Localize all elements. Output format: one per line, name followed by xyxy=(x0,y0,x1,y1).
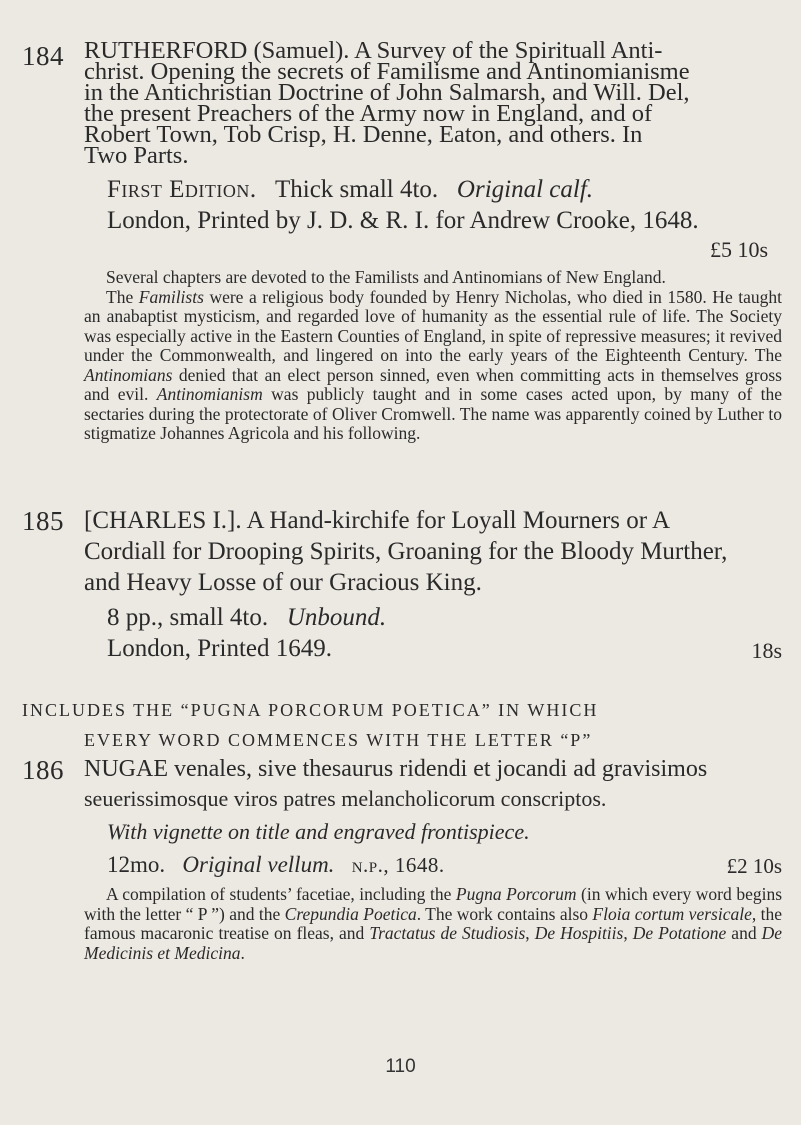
lot-entry-186 xyxy=(22,754,782,963)
page-number: 110 xyxy=(385,1056,416,1077)
italic-term: Floia cortum versicale xyxy=(592,903,752,924)
lot-entry-185 xyxy=(22,505,782,664)
edition: First Edition. xyxy=(107,176,257,203)
format: 8 pp., small 4to. xyxy=(107,604,269,631)
title-line: christ. Opening the secrets of Familisme and Antinomianisme xyxy=(84,58,690,85)
binding: Original vellum. xyxy=(182,852,335,877)
italic-term: De Potatione xyxy=(632,923,727,943)
note-paragraph: A compilation of students’ facetiae, including the Pugna Porcorum (in which every word begins with the letter “ P ”) and the Crepundia Poetica. The work contains also Floia cortum versicale, the famous macaronic treatise on fleas, and Tractatus de Studiosis, De Hospitiis, De Potatione and De Medicinis et Medicina. xyxy=(84,884,783,963)
italic-term: De Hospitiis xyxy=(534,923,624,943)
italic-term: Antinomians xyxy=(84,364,173,385)
title-line: Cordiall for Drooping Spirits, Groaning for the Bloody Murther, xyxy=(84,538,728,565)
price: £5 10s xyxy=(709,237,768,262)
imprint: London, Printed by J. D. & R. I. for Andrew Crooke, 1648. xyxy=(107,207,699,234)
binding: Unbound. xyxy=(286,604,387,631)
note-text: denied that an elect person sinned, even when committing acts in themselves gross and evil. xyxy=(84,364,782,404)
place-date: n.p., 1648. xyxy=(351,853,445,877)
title-line: seuerissimosque viros patres melancholicorum conscriptos. xyxy=(84,786,607,811)
lot-number: 185 xyxy=(22,506,64,536)
imprint-row xyxy=(107,633,782,664)
format: 12mo. xyxy=(107,852,166,877)
vignette: With vignette on title and engraved frontispiece. xyxy=(107,819,530,844)
lot-number: 184 xyxy=(22,41,64,71)
lot-number: 186 xyxy=(22,755,64,785)
title-line: NUGAE venales, sive thesaurus ridendi et jocandi ad gravisimos xyxy=(84,756,708,782)
lot-title xyxy=(84,505,782,598)
note-text: were a religious body founded by Henry Nicholas, who died in 1580. He taught an anabaptist mysticism, and regarded love of humanity as the essential rule of life. The Society was especially active in the Eastern Counties of England, in spite of repressive measures; it revived under the Commonwealth, and lingered on into the early years of the Eighteenth Century. The xyxy=(84,286,782,365)
lot-title xyxy=(84,754,782,814)
lot-entry-184 xyxy=(22,37,782,444)
lot-description xyxy=(107,849,782,881)
imprint: London, Printed 1649. xyxy=(107,635,332,662)
title-line: Two Parts. xyxy=(84,142,189,169)
note-paragraph: Several chapters are devoted to the Familists and Antinomians of New England. xyxy=(106,267,666,287)
title-line: Robert Town, Tob Crisp, H. Denne, Eaton, and others. In xyxy=(84,121,643,148)
banner-line: INCLUDES THE “PUGNA PORCORUM POETICA” IN WHICH xyxy=(22,700,599,720)
italic-term: Familists xyxy=(138,286,204,307)
note-text: was publicly taught and in some cases acted upon, by many of the sectaries during the protectorate of Oliver Cromwell. The name was apparently coined by Luther to stigmatize Johannes Agricola and his following. xyxy=(84,384,782,443)
vignette-note xyxy=(107,816,782,847)
italic-term: Antinomianism xyxy=(156,384,263,404)
title-line: the present Preachers of the Army now in England, and of xyxy=(84,100,653,127)
price: 18s xyxy=(751,638,782,663)
lot-title xyxy=(84,37,782,169)
italic-term: Pugna Porcorum xyxy=(455,884,577,904)
title-line: RUTHERFORD (Samuel). A Survey of the Spirituall Anti- xyxy=(84,37,663,64)
title-line: in the Antichristian Doctrine of John Salmarsh, and Will. Del, xyxy=(84,79,690,106)
note-paragraph: The Familists were a religious body founded by Henry Nicholas, who died in 1580. He taught an anabaptist mysticism, and regarded love of humanity as the essential rule of life. The Society was especially active in the Eastern Counties of England, in spite of repressive measures; it revived under the Commonwealth, and lingered on into the early years of the Eighteenth Century. The Antinomians denied that an elect person sinned, even when committing acts in themselves gross and evil. Antinomianism was publicly taught and in some cases acted upon, by many of the sectaries during the protectorate of Oliver Cromwell. The name was apparently coined by Luther to stigmatize Johannes Agricola and his following. xyxy=(84,286,782,443)
price: £2 10s xyxy=(726,854,782,878)
italic-term: De Medicinis et Medicina xyxy=(84,923,783,963)
format: Thick small 4to. xyxy=(274,176,439,203)
banner-line: EVERY WORD COMMENCES WITH THE LETTER “P” xyxy=(84,730,593,750)
lot-description xyxy=(107,602,782,633)
section-banner xyxy=(22,695,782,755)
binding: Original calf. xyxy=(456,176,594,203)
title-line: and Heavy Losse of our Gracious King. xyxy=(84,569,482,596)
title-line: [CHARLES I.]. A Hand-kirchife for Loyall Mourners or A xyxy=(84,507,670,534)
lot-description xyxy=(107,174,782,205)
italic-term: Tractatus de Studiosis xyxy=(369,923,526,943)
italic-term: Crepundia Poetica xyxy=(284,903,417,924)
